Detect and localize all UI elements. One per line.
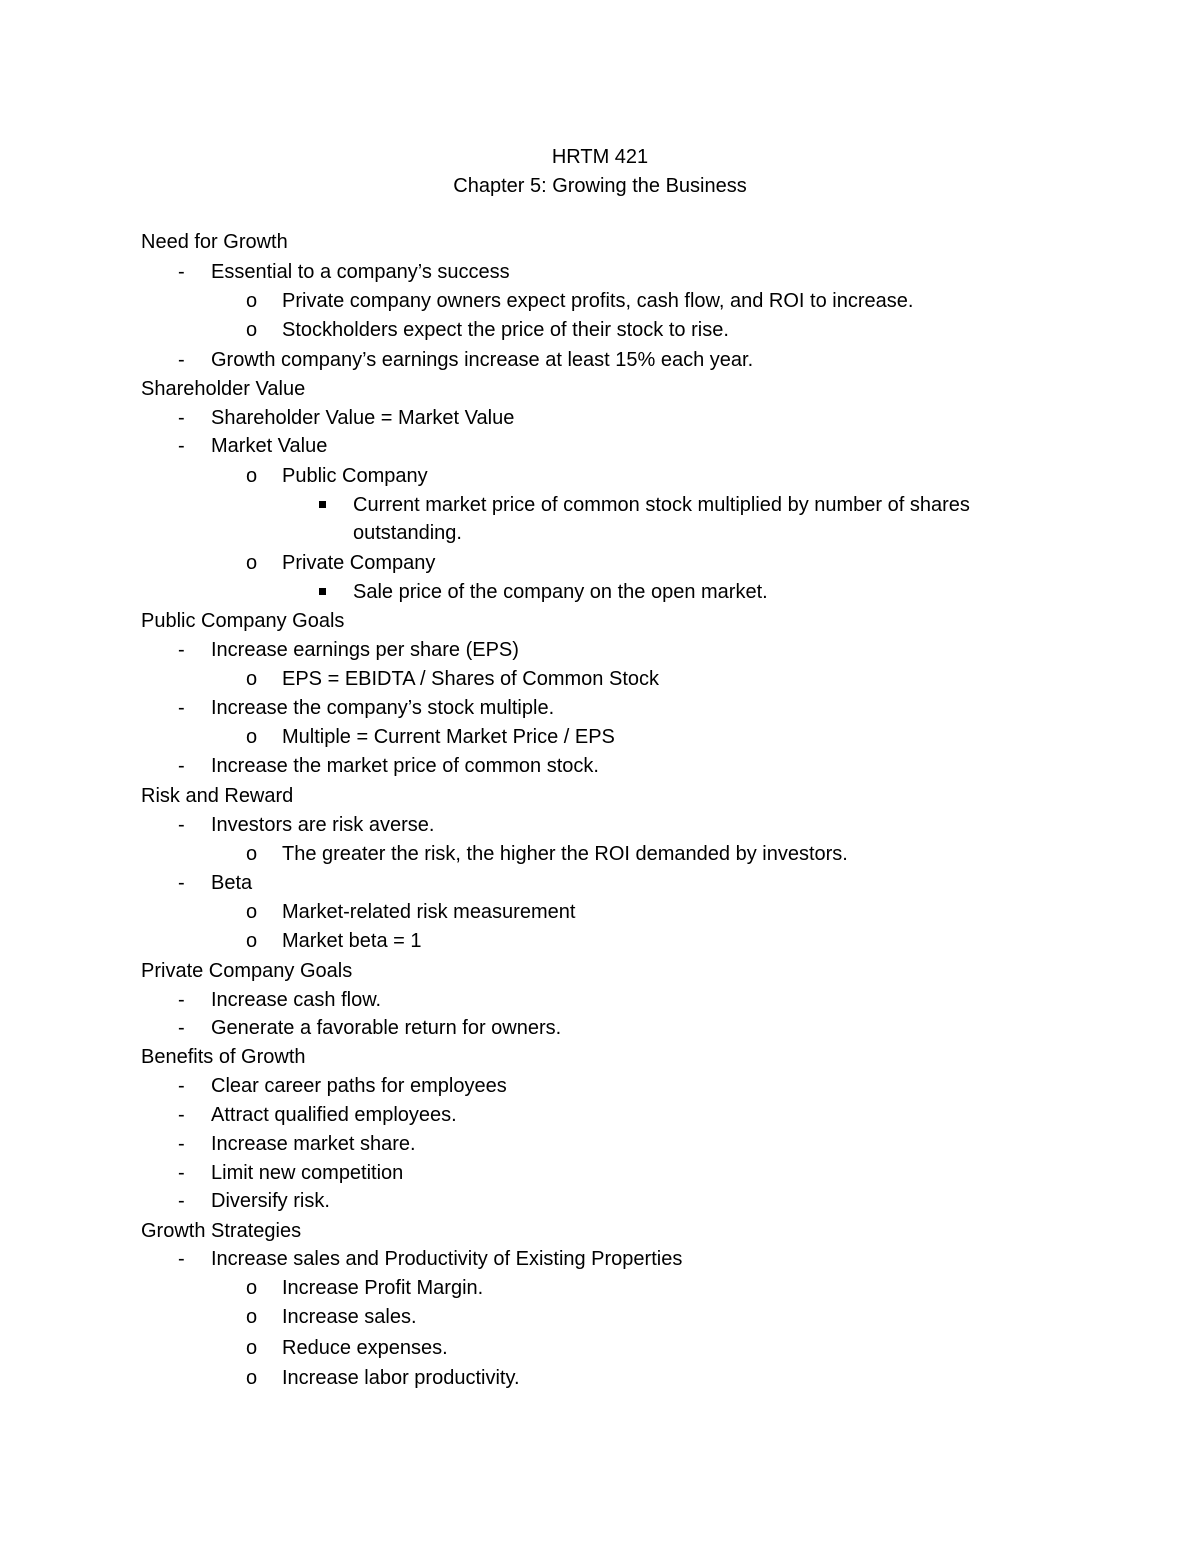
dash-bullet: - <box>178 1190 185 1212</box>
dash-bullet: - <box>178 407 185 429</box>
section-heading: Growth Strategies <box>141 1220 302 1242</box>
sub-list-item: Increase Profit Margin. <box>282 1277 484 1299</box>
dash-bullet: - <box>178 1075 185 1097</box>
dash-bullet: - <box>178 639 185 661</box>
dash-bullet: - <box>178 1017 185 1039</box>
sub-list-item: Public Company <box>282 465 428 487</box>
list-item: Generate a favorable return for owners. <box>211 1017 562 1039</box>
section-heading: Risk and Reward <box>141 785 294 807</box>
list-item: Beta <box>211 872 253 894</box>
dash-bullet: - <box>178 989 185 1011</box>
circle-bullet: o <box>246 319 258 341</box>
sub-list-item: EPS = EBIDTA / Shares of Common Stock <box>282 668 660 690</box>
circle-bullet: o <box>246 930 258 952</box>
section-heading: Public Company Goals <box>141 610 345 632</box>
sub-sub-list-item: Current market price of common stock multiplied by number of shares <box>353 494 970 516</box>
list-item: Shareholder Value = Market Value <box>211 407 515 429</box>
section-heading: Need for Growth <box>141 231 288 253</box>
square-bullet <box>319 501 326 508</box>
sub-list-item: Multiple = Current Market Price / EPS <box>282 726 615 748</box>
section-heading: Shareholder Value <box>141 378 306 400</box>
list-item: Limit new competition <box>211 1162 404 1184</box>
list-item: Diversify risk. <box>211 1190 330 1212</box>
sub-sub-list-item-continuation: outstanding. <box>353 522 462 544</box>
dash-bullet: - <box>178 261 185 283</box>
sub-list-item: Stockholders expect the price of their stock to rise. <box>282 319 729 341</box>
list-item: Attract qualified employees. <box>211 1104 457 1126</box>
list-item: Increase the company’s stock multiple. <box>211 697 555 719</box>
sub-list-item: Private company owners expect profits, cash flow, and ROI to increase. <box>282 290 914 312</box>
section-heading: Benefits of Growth <box>141 1046 306 1068</box>
circle-bullet: o <box>246 465 258 487</box>
circle-bullet: o <box>246 668 258 690</box>
dash-bullet: - <box>178 1104 185 1126</box>
dash-bullet: - <box>178 697 185 719</box>
circle-bullet: o <box>246 290 258 312</box>
dash-bullet: - <box>178 814 185 836</box>
circle-bullet: o <box>246 901 258 923</box>
list-item: Increase cash flow. <box>211 989 382 1011</box>
sub-list-item: The greater the risk, the higher the ROI demanded by investors. <box>282 843 848 865</box>
circle-bullet: o <box>246 726 258 748</box>
dash-bullet: - <box>178 755 185 777</box>
dash-bullet: - <box>178 349 185 371</box>
list-item: Increase sales and Productivity of Existing Properties <box>211 1248 683 1270</box>
list-item: Clear career paths for employees <box>211 1075 507 1097</box>
circle-bullet: o <box>246 552 258 574</box>
dash-bullet: - <box>178 435 185 457</box>
list-item: Essential to a company’s success <box>211 261 510 283</box>
dash-bullet: - <box>178 1133 185 1155</box>
circle-bullet: o <box>246 1367 258 1389</box>
list-item: Increase market share. <box>211 1133 416 1155</box>
circle-bullet: o <box>246 843 258 865</box>
section-heading: Private Company Goals <box>141 960 353 982</box>
square-bullet <box>319 588 326 595</box>
sub-list-item: Market beta = 1 <box>282 930 422 952</box>
circle-bullet: o <box>246 1337 258 1359</box>
list-item: Increase the market price of common stock. <box>211 755 599 777</box>
list-item: Investors are risk averse. <box>211 814 435 836</box>
dash-bullet: - <box>178 872 185 894</box>
sub-list-item: Increase labor productivity. <box>282 1367 520 1389</box>
sub-list-item: Private Company <box>282 552 436 574</box>
dash-bullet: - <box>178 1248 185 1270</box>
sub-list-item: Increase sales. <box>282 1306 417 1328</box>
dash-bullet: - <box>178 1162 185 1184</box>
list-item: Increase earnings per share (EPS) <box>211 639 519 661</box>
circle-bullet: o <box>246 1306 258 1328</box>
course-title: HRTM 421 <box>551 146 649 168</box>
chapter-title: Chapter 5: Growing the Business <box>453 175 747 197</box>
sub-list-item: Market-related risk measurement <box>282 901 576 923</box>
list-item: Market Value <box>211 435 328 457</box>
circle-bullet: o <box>246 1277 258 1299</box>
sub-list-item: Reduce expenses. <box>282 1337 448 1359</box>
list-item: Growth company’s earnings increase at least 15% each year. <box>211 349 754 371</box>
sub-sub-list-item: Sale price of the company on the open market. <box>353 581 768 603</box>
